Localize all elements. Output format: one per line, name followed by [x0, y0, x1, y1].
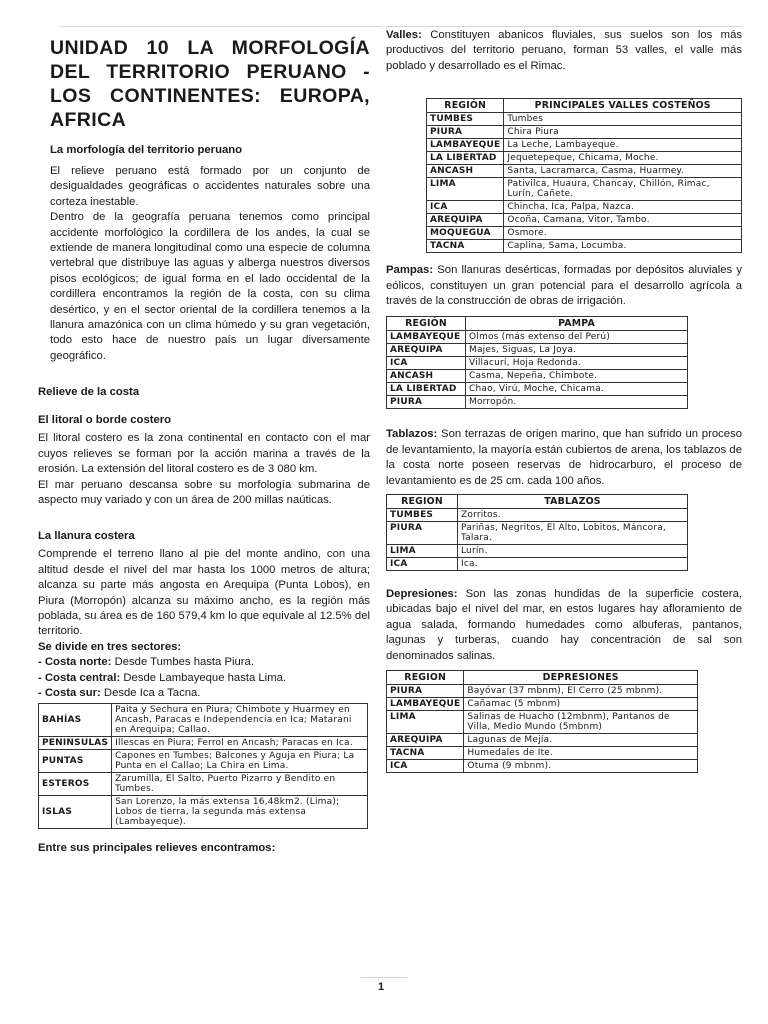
table-cell-value: La Leche, Lambayeque. — [504, 139, 742, 152]
table-cell-value: Pativilca, Huaura, Chancay, Chillón, Rimac, Lurín, Cañete. — [504, 178, 742, 201]
table-cell-value: Morropón. — [466, 396, 688, 409]
table-row — [427, 126, 742, 139]
sectors-list — [38, 655, 370, 701]
table-cell-value: Humedales de Ite. — [464, 747, 698, 760]
table-row — [387, 370, 688, 383]
table-row — [387, 760, 698, 773]
table-row — [387, 685, 698, 698]
table-row — [387, 711, 698, 734]
table-cell-region: PIURA — [387, 685, 464, 698]
tablazos-label: Tablazos: — [386, 428, 438, 441]
paragraph: El relieve peruano está formado por un conjunto de desigualdades geográficas o accidentes naturales sobre una corteza inestable. — [50, 165, 370, 208]
table-cell-value: Chira Piura — [504, 126, 742, 139]
table-cell-value: Zorritos. — [458, 509, 688, 522]
paragraph: El mar peruano descansa sobre su morfología submarina de aspecto muy variado y con un área de 200 millas naúticas. — [38, 478, 370, 506]
table-row — [427, 178, 742, 201]
table-row — [387, 522, 688, 545]
table-header-row — [387, 671, 698, 685]
table-cell-region: TACNA — [427, 240, 504, 253]
table-cell-region: AREQUIPA — [427, 214, 504, 227]
sector-label: - Costa central: — [38, 671, 121, 684]
table-cell-region: PIURA — [427, 126, 504, 139]
table-cell-value: San Lorenzo, la más extensa 16,48km2. (Lima); Lobos de tierra, la segunda más extensa (Lambayeque). — [112, 796, 368, 829]
table-cell-value: Lurín. — [458, 545, 688, 558]
section-heading-litoral: El litoral o borde costero — [38, 414, 172, 427]
table-cell-region: AREQUIPA — [387, 734, 464, 747]
table-row — [387, 698, 698, 711]
section-heading-relieve: Relieve de la costa — [38, 386, 140, 399]
table-cell-value: Tumbes — [504, 113, 742, 126]
table-cell-region: TUMBES — [387, 509, 458, 522]
column-header: REGIÓN — [427, 99, 504, 113]
table-row — [387, 734, 698, 747]
sector-item — [38, 655, 370, 670]
table-cell-value: Ica. — [458, 558, 688, 571]
table-cell-region: LA LIBERTAD — [387, 383, 466, 396]
table-cell-value: Olmos (más extenso del Perú) — [466, 331, 688, 344]
tablazos-text: Son terrazas de origen marino, que han sufrido un proceso de levantamiento, la mayoría están cubiertos de arena, los tablazos de la costa norte poseen reservas de hidrocarburo, el proceso de levantamiento es de 25 cm. cada 100 años. — [386, 428, 742, 487]
right-column — [386, 28, 742, 773]
table-cell-region: MOQUEGUA — [427, 227, 504, 240]
table-cell-key: ISLAS — [39, 796, 112, 829]
table-cell-region: LIMA — [427, 178, 504, 201]
sector-item — [38, 671, 370, 686]
table-cell-value: Paita y Sechura en Piura; Chimbote y Huarmey en Ancash, Paracas e Independencia en Ica; Matarani en Arequipa; Callao. — [112, 704, 368, 737]
table-cell-key: PENINSULAS — [39, 737, 112, 750]
table-cell-value: Caplina, Sama, Locumba. — [504, 240, 742, 253]
paragraph: Comprende el terreno llano al pie del monte andino, con una altitud desde el nivel del mar hasta los 1000 metros de altura; alcanza su parte más angosta en Arequipa (Punta Lobos), en Piura (Morropón) alcanza su máximo ancho, es la región más poblada, su área es de 160 579,4 km lo que equivale al 12.5% del territorio. — [38, 548, 370, 638]
table-cell-key: BAHÍAS — [39, 704, 112, 737]
table-row — [427, 152, 742, 165]
table-cell-region: TACNA — [387, 747, 464, 760]
sector-label: - Costa norte: — [38, 656, 112, 669]
table-cell-value: Cañamac (5 mbnm) — [464, 698, 698, 711]
table-row — [39, 704, 368, 737]
sectors-intro: Se divide en tres sectores: — [38, 640, 182, 653]
pampas-label: Pampas: — [386, 264, 434, 277]
table-row — [387, 747, 698, 760]
table-row — [387, 383, 688, 396]
table-cell-region: PIURA — [387, 396, 466, 409]
table-row — [427, 165, 742, 178]
table-cell-region: ICA — [387, 357, 466, 370]
table-cell-value: Bayóvar (37 mbnm), El Cerro (25 mbnm). — [464, 685, 698, 698]
column-header: TABLAZOS — [458, 495, 688, 509]
valles-table — [426, 98, 742, 253]
left-column — [38, 36, 370, 857]
depresiones-paragraph — [386, 587, 742, 664]
table-row — [387, 558, 688, 571]
valles-label: Valles: — [386, 29, 422, 41]
table-cell-region: ICA — [387, 760, 464, 773]
table-row — [427, 113, 742, 126]
table-cell-value: Capones en Tumbes; Balcones y Aguja en Piura; La Punta en el Callao; La Chira en Lima. — [112, 750, 368, 773]
table-row — [427, 240, 742, 253]
relieves-footer: Entre sus principales relieves encontramos: — [38, 842, 276, 855]
valles-text: Constituyen abanicos fluviales, sus suelos son los más productivos del territorio peruano, forman 53 valles, el valle más poblado y desarrollado es el Rimac. — [386, 29, 742, 72]
table-cell-value: Villacurí, Hoja Redonda. — [466, 357, 688, 370]
valles-paragraph — [386, 28, 742, 74]
table-cell-region: LAMBAYEQUE — [387, 331, 466, 344]
table-cell-key: ESTEROS — [39, 773, 112, 796]
column-header: REGION — [387, 495, 458, 509]
table-row — [387, 331, 688, 344]
table-cell-value: Majes, Siguas, La Joya. — [466, 344, 688, 357]
column-header: DEPRESIONES — [464, 671, 698, 685]
table-cell-region: LA LIBERTAD — [427, 152, 504, 165]
table-cell-value: Lagunas de Mejía. — [464, 734, 698, 747]
sector-item — [38, 686, 370, 701]
table-row — [39, 750, 368, 773]
table-cell-value: Casma, Nepeña, Chimbote. — [466, 370, 688, 383]
table-row — [39, 796, 368, 829]
table-cell-value: Zarumilla, El Salto, Puerto Pizarro y Bendito en Tumbes. — [112, 773, 368, 796]
table-row — [387, 396, 688, 409]
table-cell-region: ANCASH — [427, 165, 504, 178]
table-cell-region: ANCASH — [387, 370, 466, 383]
table-cell-key: PUNTAS — [39, 750, 112, 773]
table-row — [39, 773, 368, 796]
footer-rule — [360, 977, 408, 978]
table-cell-region: LAMBAYEQUE — [427, 139, 504, 152]
table-cell-value: Illescas en Piura; Ferrol en Ancash; Paracas en Ica. — [112, 737, 368, 750]
table-cell-value: Pariñas, Negritos, El Alto, Lobitos, Máncora, Talara. — [458, 522, 688, 545]
table-cell-region: LIMA — [387, 711, 464, 734]
depresiones-text: Son las zonas hundidas de la superficie costera, ubicadas bajo el nivel del mar, en estos lugares hay afloramiento de agua salada, formando humedades como albuferas, pantanos, lagunas y turberas, cuando hay concentración de sal son denominados salinas. — [386, 588, 742, 662]
table-cell-value: Ocoña, Camana, Vitor, Tambo. — [504, 214, 742, 227]
tablazos-paragraph — [386, 427, 742, 489]
table-cell-region: LIMA — [387, 545, 458, 558]
table-row — [427, 139, 742, 152]
relieves-table — [38, 703, 368, 829]
table-row — [427, 214, 742, 227]
top-rule-right — [386, 26, 742, 27]
table-cell-value: Santa, Lacramarca, Casma, Huarmey. — [504, 165, 742, 178]
page-title: UNIDAD 10 LA MORFOLOGÍA DEL TERRITORIO PERUANO - LOS CONTINENTES: EUROPA, AFRICA — [50, 37, 370, 131]
depresiones-table — [386, 670, 698, 773]
table-cell-value: Otuma (9 mbnm). — [464, 760, 698, 773]
top-rule — [60, 26, 382, 27]
depresiones-label: Depresiones: — [386, 588, 458, 601]
sector-text: Desde Ica a Tacna. — [100, 686, 201, 699]
pampas-text: Son llanuras desérticas, formadas por depósitos aluviales y eólicos, constituyen un gran potencial para el desarrollo agrícola a través de la construcción de obras de irrigación. — [386, 264, 742, 308]
table-header-row — [387, 495, 688, 509]
table-row — [387, 509, 688, 522]
table-cell-region: ICA — [387, 558, 458, 571]
table-cell-region: TUMBES — [427, 113, 504, 126]
table-row — [387, 545, 688, 558]
table-cell-region: AREQUIPA — [387, 344, 466, 357]
section-heading-morfologia: La morfología del territorio peruano — [50, 144, 243, 156]
column-header: PRINCIPALES VALLES COSTEÑOS — [504, 99, 742, 113]
table-cell-value: Salinas de Huacho (12mbnm), Pantanos de Villa, Medio Mundo (5mbnm) — [464, 711, 698, 734]
column-header: REGIÓN — [387, 317, 466, 331]
table-cell-value: Chincha, Ica, Palpa, Nazca. — [504, 201, 742, 214]
paragraph: El litoral costero es la zona continental en contacto con el mar cuyos relieves se forman por la acción marina a través de la erosión. La extensión del litoral costero es de 3 080 km. — [38, 432, 370, 476]
table-cell-value: Chao, Virú, Moche, Chicama. — [466, 383, 688, 396]
table-header-row — [427, 99, 742, 113]
column-header: PAMPA — [466, 317, 688, 331]
table-cell-region: ICA — [427, 201, 504, 214]
table-cell-value: Jequetepeque, Chicama, Moche. — [504, 152, 742, 165]
table-row — [387, 344, 688, 357]
sector-text: Desde Lambayeque hasta Lima. — [120, 671, 287, 684]
pampas-table — [386, 316, 688, 409]
table-row — [39, 737, 368, 750]
sector-label: - Costa sur: — [38, 686, 101, 699]
tablazos-table — [386, 494, 688, 571]
table-cell-region: LAMBAYEQUE — [387, 698, 464, 711]
table-row — [427, 201, 742, 214]
table-cell-region: PIURA — [387, 522, 458, 545]
table-row — [387, 357, 688, 370]
column-header: REGION — [387, 671, 464, 685]
table-row — [427, 227, 742, 240]
page-number: 1 — [378, 981, 385, 993]
table-cell-value: Osmore. — [504, 227, 742, 240]
paragraph: Dentro de la geografía peruana tenemos como principal accidente morfológico la cordillera de los andes, la cual se extiende de manera longitudinal como una especie de columna vertebral que distribuye las aguas y alberga nuestros diversos pisos ecológicos; de igual forma en el lado occidental de la cordillera encontramos la región de la costa, con su clima desértico, y en el sector oriental de la cordillera tenemos a la llanura amazónica con un clima húmedo y su gran vegetación, todo esto hace de nuestro país un lugar diversamente geográfico. — [50, 211, 370, 362]
sector-text: Desde Tumbes hasta Piura. — [111, 656, 254, 669]
table-header-row — [387, 317, 688, 331]
pampas-paragraph — [386, 263, 742, 309]
section-heading-llanura: La llanura costera — [38, 530, 135, 543]
